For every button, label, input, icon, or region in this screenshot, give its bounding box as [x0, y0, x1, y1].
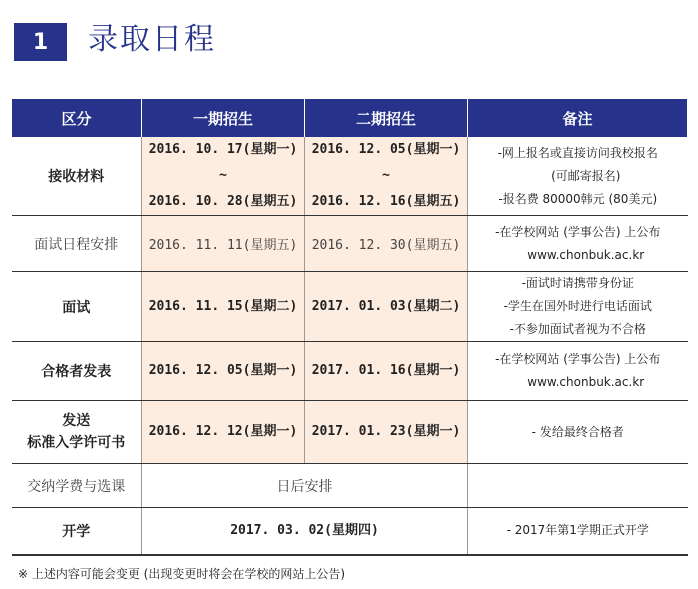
row-label: 开学 [12, 508, 142, 555]
notes-cell [468, 137, 688, 216]
row-label: 面试 [12, 272, 142, 342]
table-row [12, 216, 688, 272]
row-label: 面试日程安排 [12, 216, 142, 272]
notes-cell [468, 342, 688, 401]
period-1-cell: 2016. 11. 15(星期二) [142, 272, 305, 342]
website-text: www.chonbuk.ac.kr [527, 247, 645, 262]
date-text: 2016. 10. 28(星期五) [148, 194, 298, 209]
row-label [12, 401, 142, 464]
notes-cell [468, 401, 688, 464]
period-1-cell: 2016. 12. 05(星期一) [142, 342, 305, 401]
website-text: www.chonbuk.ac.kr [527, 375, 645, 389]
page-title: 录取日程 [88, 22, 216, 57]
table-row [12, 464, 688, 508]
date-text: 2016. 12. 16(星期五) [311, 194, 461, 209]
row-label-line: 标准入学许可书 [27, 435, 126, 451]
row-label: 合格者发表 [12, 342, 142, 401]
period-2-cell [305, 137, 468, 216]
period-2-cell: 2016. 12. 30(星期五) [305, 216, 468, 272]
note-line: -报名费 80000韩元 (80美元) [498, 191, 658, 206]
date-text: 2016. 12. 05(星期一) ~ [311, 142, 461, 183]
note-line: -在学校网站 (学事公告) 上公布 [495, 224, 661, 239]
notes-cell [468, 216, 688, 272]
table-header-row [12, 99, 688, 137]
row-label-line: 发送 [62, 413, 91, 429]
header-period-2: 二期招生 [305, 99, 468, 137]
notes-cell [468, 508, 688, 555]
footer-note: ※ 上述内容可能会变更 (出现变更时将会在学校的网站上公告) [18, 567, 346, 581]
notes-cell [468, 272, 688, 342]
note-line: -学生在国外时进行电话面试 [503, 299, 652, 313]
period-1-cell: 2016. 11. 11(星期五) [142, 216, 305, 272]
period-2-cell: 2017. 01. 16(星期一) [305, 342, 468, 401]
header-period-1: 一期招生 [142, 99, 305, 137]
note-line: -不参加面试者视为不合格 [509, 322, 646, 336]
row-label: 交纳学费与选课 [12, 464, 142, 508]
header-category: 区分 [12, 99, 142, 137]
note-line: - 发给最终合格者 [531, 424, 624, 439]
period-2-cell: 2017. 01. 23(星期一) [305, 401, 468, 464]
period-1-cell: 2016. 12. 12(星期一) [142, 401, 305, 464]
notes-cell [468, 464, 688, 508]
table-row [12, 401, 688, 464]
table-row [12, 342, 688, 401]
table-row [12, 137, 688, 216]
table-row [12, 272, 688, 342]
section-number-badge: 1 [14, 23, 67, 61]
note-line: -面试时请携带身份证 [521, 276, 634, 290]
row-label: 接收材料 [12, 137, 142, 216]
date-text: 2016. 10. 17(星期一) ~ [148, 142, 298, 183]
merged-period-cell: 日后安排 [142, 464, 468, 508]
note-line: -网上报名或直接访问我校报名 [497, 145, 658, 160]
merged-period-cell: 2017. 03. 02(星期四) [142, 508, 468, 555]
period-2-cell: 2017. 01. 03(星期二) [305, 272, 468, 342]
note-line: -在学校网站 (学事公告) 上公布 [495, 352, 661, 366]
note-line: (可邮寄报名) [551, 168, 621, 183]
table-row [12, 508, 688, 555]
note-line: - 2017年第1学期正式开学 [506, 523, 649, 538]
schedule-table [11, 99, 688, 556]
period-1-cell [142, 137, 305, 216]
header-notes: 备注 [468, 99, 688, 137]
